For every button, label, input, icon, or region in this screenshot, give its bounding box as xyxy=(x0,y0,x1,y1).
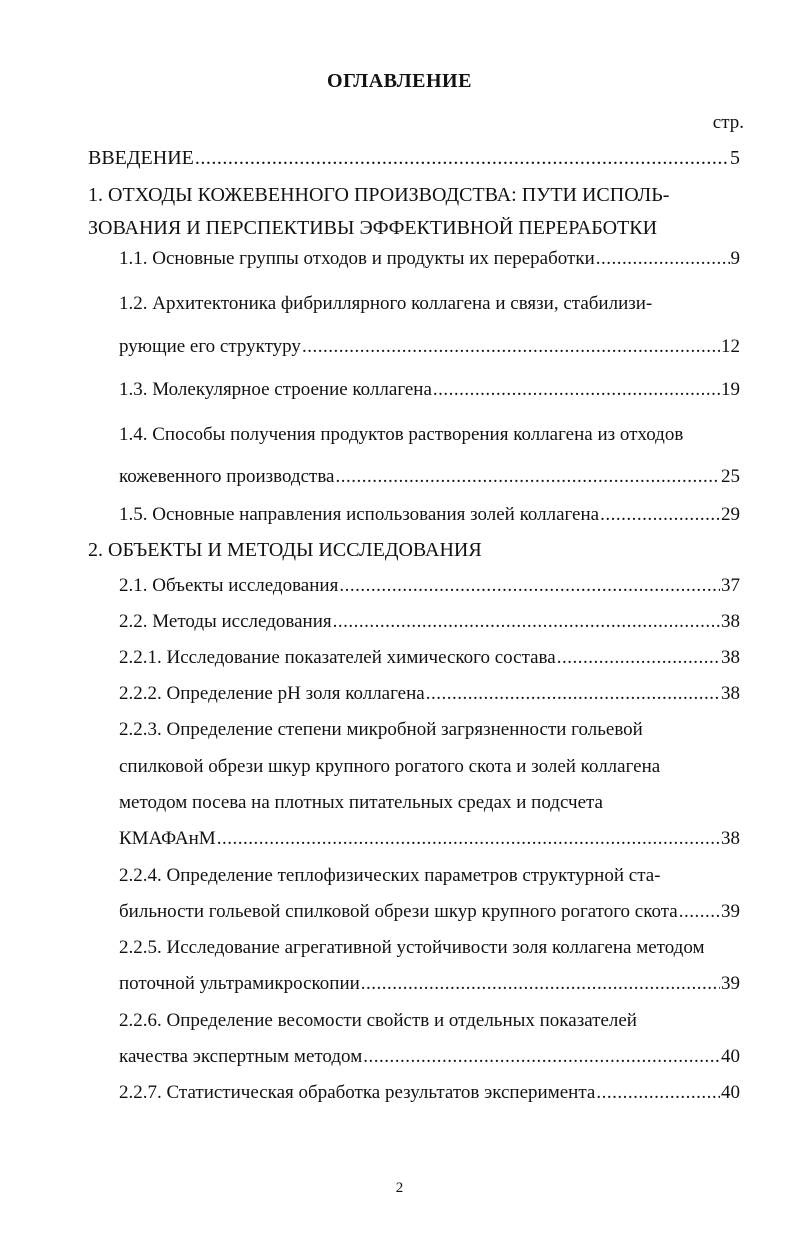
dot-leader xyxy=(363,1045,720,1069)
toc-entry-title: 2.2. Методы исследования xyxy=(119,611,332,632)
toc-entry-1-4 xyxy=(119,465,740,489)
toc-entry-title: 1.1. Основные группы отходов и продукты их переработки xyxy=(119,248,595,269)
toc-entry-page: 39 xyxy=(721,973,740,994)
toc-entry-title: ВВЕДЕНИЕ xyxy=(88,147,194,169)
dot-leader xyxy=(195,146,729,170)
toc-entry-title: бильности гольевой спилковой обрези шкур крупного рогатого скота xyxy=(119,901,678,922)
toc-entry-page: 37 xyxy=(721,575,740,596)
toc-entry-1-2-line1: 1.2. Архитектоника фибриллярного коллагена и связи, стабилизи- xyxy=(119,293,653,314)
toc-entry-title: 2.1. Объекты исследования xyxy=(119,575,339,596)
toc-entry-2-2-5 xyxy=(119,972,740,996)
toc-entry-2-2-1 xyxy=(119,646,740,670)
toc-entry-page: 29 xyxy=(721,504,740,525)
toc-entry-1-2 xyxy=(119,335,740,359)
dot-leader xyxy=(679,900,720,924)
toc-entry-title: 1.5. Основные направления использования золей коллагена xyxy=(119,504,600,525)
toc-entry-title: 2.2.2. Определение рН золя коллагена xyxy=(119,683,425,704)
dot-leader xyxy=(217,827,720,851)
toc-entry-2-2-5-line1: 2.2.5. Исследование агрегативной устойчивости золя коллагена методом xyxy=(119,937,705,958)
toc-entry-title: 2.2.7. Статистическая обработка результатов эксперимента xyxy=(119,1082,596,1103)
toc-entry-2-1 xyxy=(119,574,740,598)
toc-entry-page: 38 xyxy=(721,611,740,632)
dot-leader xyxy=(426,682,720,706)
toc-entry-page: 38 xyxy=(721,647,740,668)
toc-entry-page: 39 xyxy=(721,901,740,922)
toc-entry-title: качества экспертным методом xyxy=(119,1046,363,1067)
toc-entry-2-2-3-line1: 2.2.3. Определение степени микробной загрязненности гольевой xyxy=(119,719,643,740)
dot-leader xyxy=(333,610,720,634)
dot-leader xyxy=(336,465,721,489)
toc-entry-title: 1.3. Молекулярное строение коллагена xyxy=(119,379,432,400)
toc-entry-1-3 xyxy=(119,378,740,402)
toc-entry-title: кожевенного производства xyxy=(119,466,335,487)
toc-entry-2-2-3-line3: методом посева на плотных питательных средах и подсчета xyxy=(119,792,603,813)
toc-entry-2-2-6 xyxy=(119,1045,740,1069)
dot-leader xyxy=(339,574,720,598)
dot-leader xyxy=(596,1081,720,1105)
toc-entry-2-2-4-line1: 2.2.4. Определение теплофизических параметров структурной ста- xyxy=(119,865,661,886)
dot-leader xyxy=(302,335,720,359)
toc-entry-page: 19 xyxy=(721,379,740,400)
toc-entry-page: 40 xyxy=(721,1046,740,1067)
toc-entry-intro xyxy=(88,146,740,170)
toc-entry-2-2-3 xyxy=(119,827,740,851)
toc-section-1-line1: 1. ОТХОДЫ КОЖЕВЕННОГО ПРОИЗВОДСТВА: ПУТИ ИСПОЛЬ- xyxy=(88,184,670,206)
toc-entry-1-4-line1: 1.4. Способы получения продуктов растворения коллагена из отходов xyxy=(119,424,684,445)
toc-entry-title: 2.2.1. Исследование показателей химического состава xyxy=(119,647,556,668)
toc-entry-title: поточной ультрамикроскопии xyxy=(119,973,360,994)
toc-entry-title: КМАФАнМ xyxy=(119,828,216,849)
toc-entry-2-2-4 xyxy=(119,900,740,924)
page-title: ОГЛАВЛЕНИЕ xyxy=(327,70,472,92)
dot-leader xyxy=(557,646,720,670)
toc-entry-2-2 xyxy=(119,610,740,634)
toc-entry-2-2-6-line1: 2.2.6. Определение весомости свойств и отдельных показателей xyxy=(119,1010,637,1031)
dot-leader xyxy=(600,503,720,527)
toc-section-1-line2: ЗОВАНИЯ И ПЕРСПЕКТИВЫ ЭФФЕКТИВНОЙ ПЕРЕРАБОТКИ xyxy=(88,217,658,239)
toc-entry-page: 12 xyxy=(721,336,740,357)
toc-entry-2-2-2 xyxy=(119,682,740,706)
toc-entry-page: 9 xyxy=(730,248,740,269)
page-column-label: стр. xyxy=(712,112,744,133)
toc-section-2: 2. ОБЪЕКТЫ И МЕТОДЫ ИССЛЕДОВАНИЯ xyxy=(88,539,482,561)
toc-entry-2-2-7 xyxy=(119,1081,740,1105)
toc-entry-1-1 xyxy=(119,247,740,271)
toc-entry-title: рующие его структуру xyxy=(119,336,301,357)
toc-entry-page: 5 xyxy=(730,147,740,169)
toc-entry-page: 40 xyxy=(721,1082,740,1103)
dot-leader xyxy=(596,247,730,271)
toc-entry-2-2-3-line2: спилковой обрези шкур крупного рогатого скота и золей коллагена xyxy=(119,756,661,777)
toc-entry-page: 38 xyxy=(721,683,740,704)
toc-entry-page: 25 xyxy=(721,466,740,487)
dot-leader xyxy=(433,378,720,402)
toc-entry-page: 38 xyxy=(721,828,740,849)
page-number: 2 xyxy=(395,1180,404,1196)
toc-entry-1-5 xyxy=(119,503,740,527)
dot-leader xyxy=(361,972,720,996)
